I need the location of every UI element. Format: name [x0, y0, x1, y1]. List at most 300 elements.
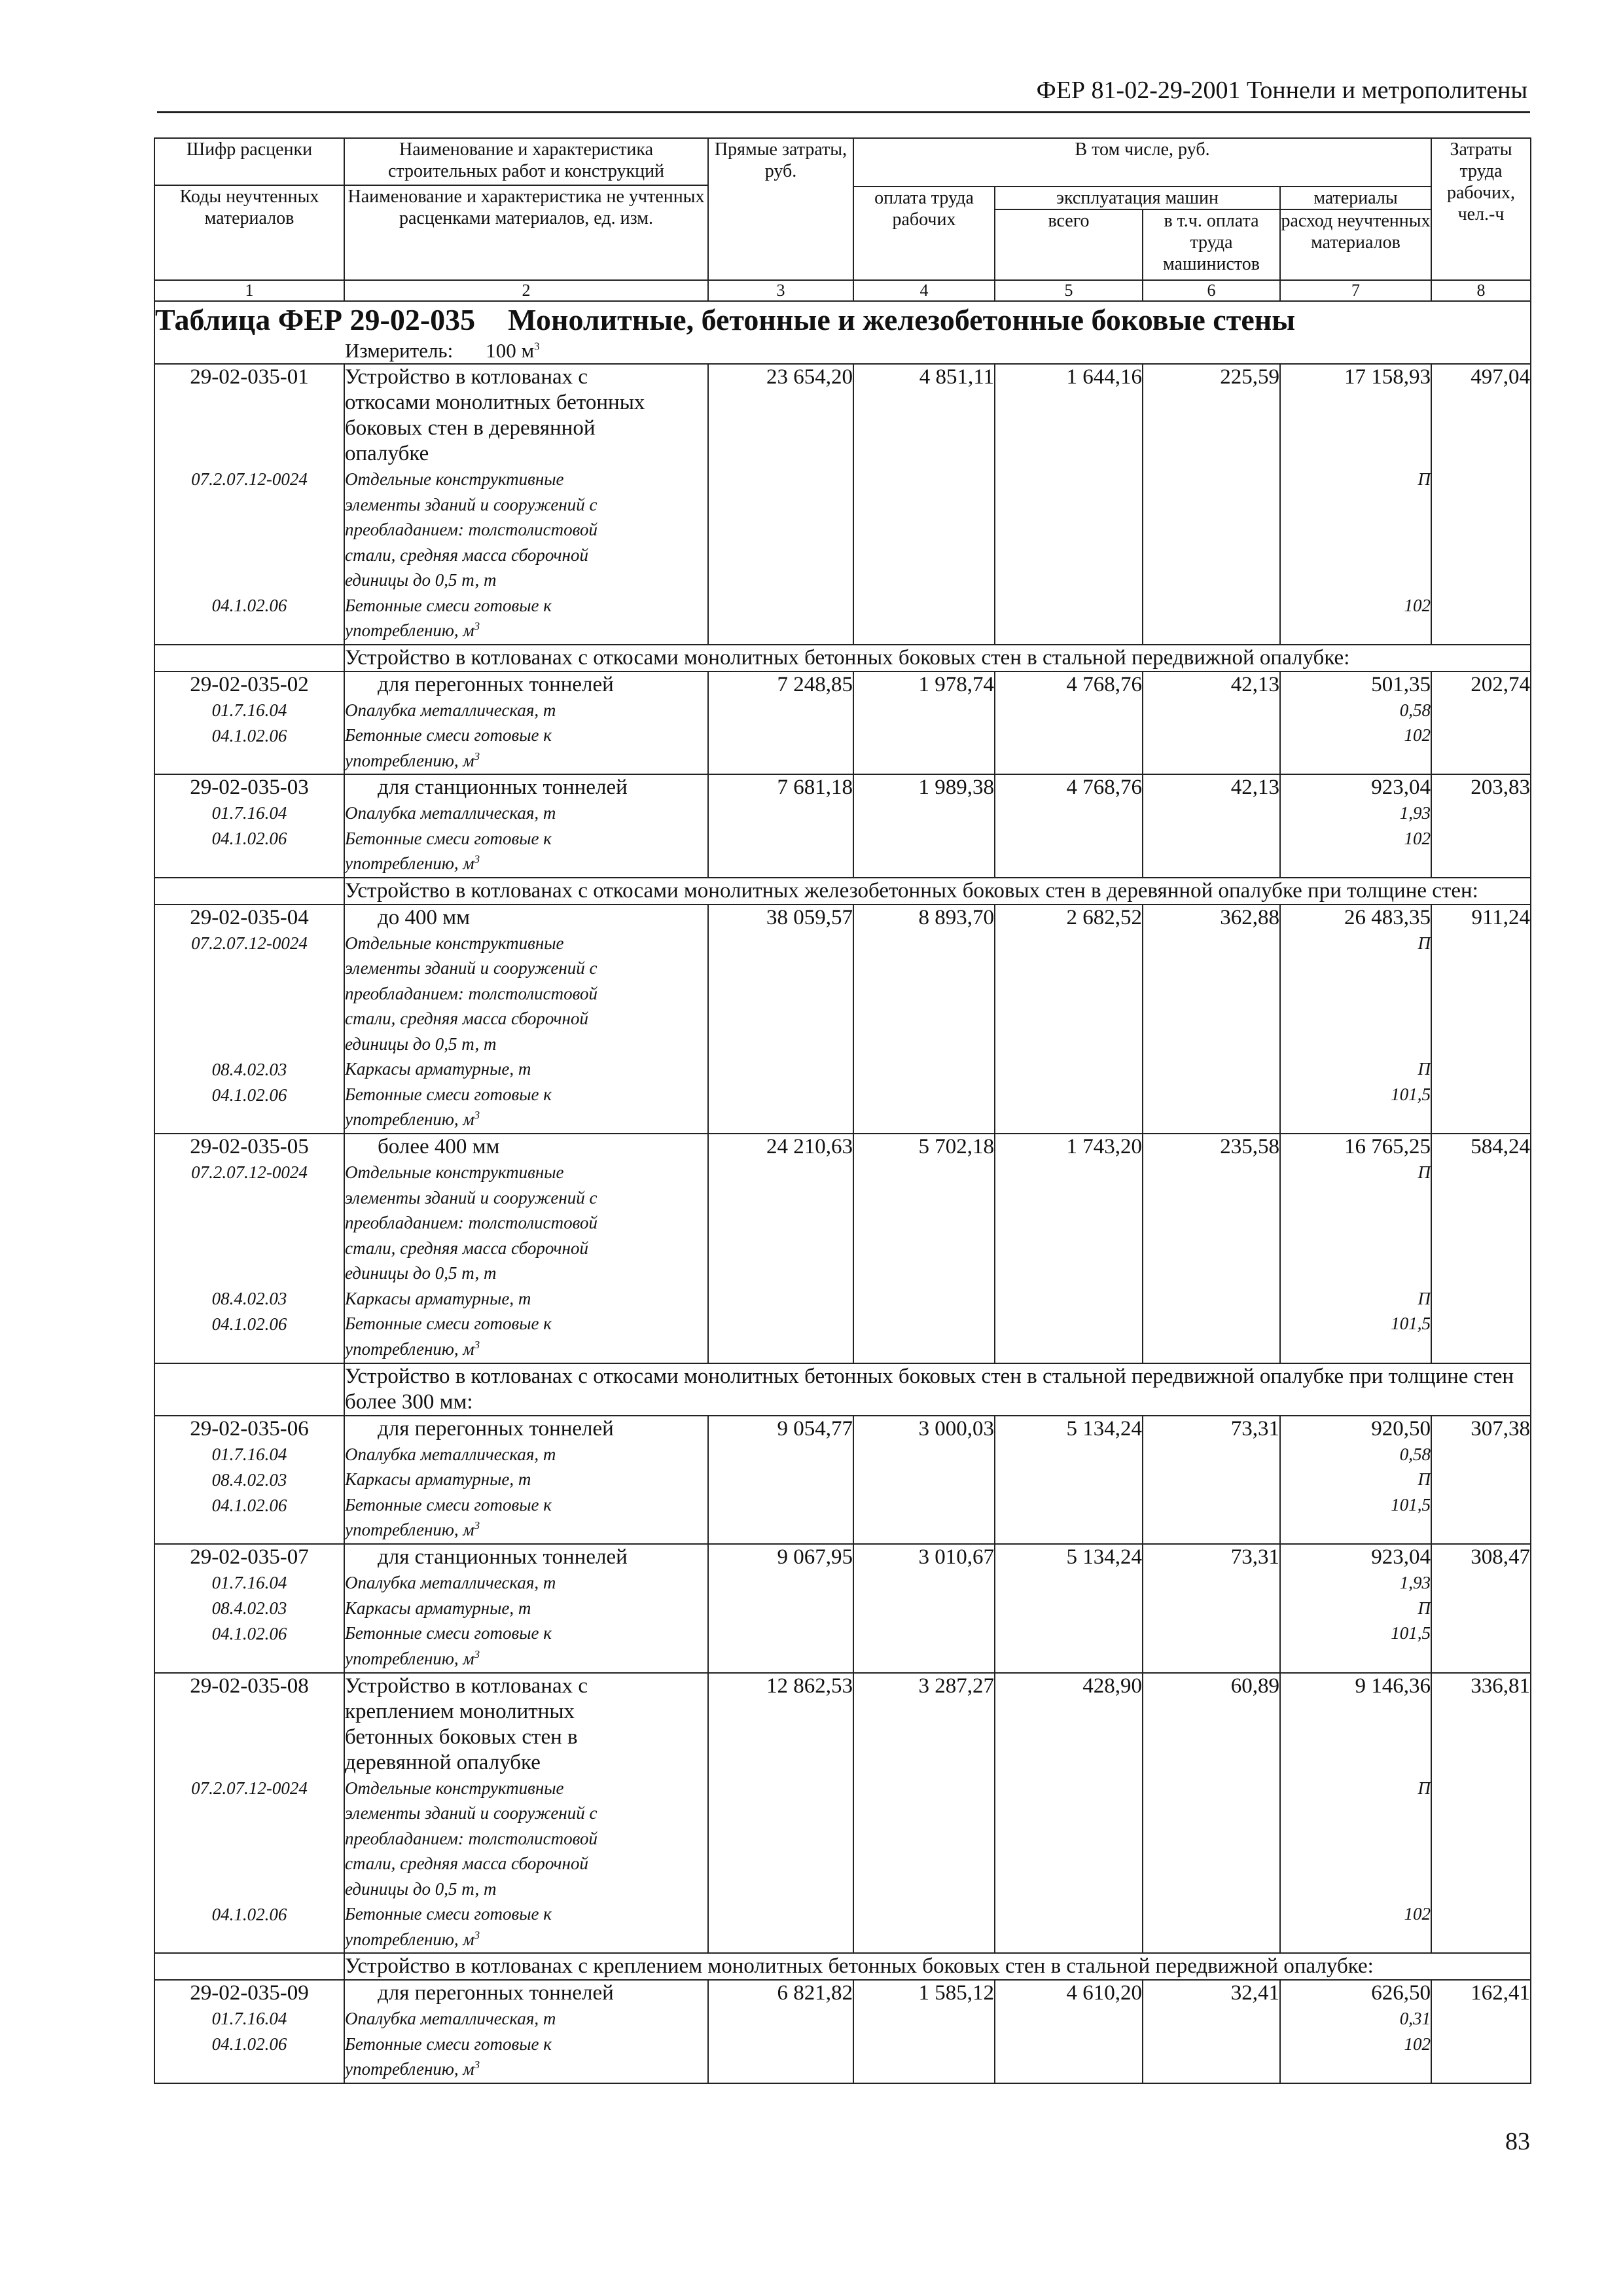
spacer [1281, 1725, 1431, 1750]
material-name-line [345, 1621, 707, 1646]
spacer [155, 441, 344, 467]
material-code: 08.4.02.03 [211, 1059, 287, 1079]
value: 235,58 [1220, 1135, 1279, 1158]
work-name-line: опалубке [345, 442, 429, 465]
value: 42,13 [1230, 672, 1279, 696]
col-materials-header: материалы [1280, 187, 1431, 209]
value: 4 768,76 [1066, 776, 1142, 799]
material-code: 01.7.16.04 [211, 2009, 287, 2028]
value: 911,24 [1471, 905, 1531, 929]
material-consumption: П [1418, 1598, 1431, 1618]
col-name-header: Наименование и характеристика строительных работ и конструкций [344, 138, 708, 185]
material-name-line [345, 1286, 707, 1312]
material-text: стали, средняя масса сборочной [345, 1238, 588, 1258]
spacer [155, 518, 344, 543]
value-cell-labor [853, 1673, 995, 1954]
material-consumption: 0,58 [1399, 700, 1431, 720]
material-name-line [345, 543, 707, 568]
value-cell-direct [708, 1416, 853, 1545]
material-text: Бетонные смеси готовые к [345, 725, 552, 745]
material-consumption: 101,5 [1391, 1623, 1431, 1643]
value-cell-labor [853, 774, 995, 878]
value: 5 702,18 [918, 1135, 994, 1158]
col-number: 7 [1280, 280, 1431, 301]
value-cell-mach [995, 905, 1143, 1134]
materials-cell [1280, 1134, 1431, 1363]
value: 12 862,53 [766, 1674, 853, 1698]
value-cell-hours [1431, 1980, 1531, 2083]
value: 225,59 [1220, 365, 1279, 389]
spacer [155, 1826, 344, 1852]
value-cell-hours [1431, 1416, 1531, 1545]
name-cell [344, 774, 708, 878]
spacer [155, 492, 344, 518]
material-name-line [345, 851, 707, 876]
work-name-line: Устройство в котлованах с [345, 1674, 588, 1698]
spacer [1281, 1336, 1431, 1362]
value: 32,41 [1230, 1981, 1279, 2005]
value: 9 067,95 [777, 1545, 853, 1569]
col-mach-total-header: всего [995, 209, 1143, 280]
rate-code: 29-02-035-04 [190, 905, 309, 929]
material-text: употреблению, м [345, 2059, 474, 2079]
spacer [1281, 748, 1431, 774]
material-name-line [345, 2006, 707, 2032]
materials-cell [1280, 1673, 1431, 1954]
materials-cell [1280, 672, 1431, 775]
work-name-line: для перегонных тоннелей [378, 672, 614, 696]
spacer [1281, 441, 1431, 467]
rates-table [154, 137, 1531, 2084]
spacer [1281, 1031, 1431, 1057]
col-number: 3 [708, 280, 853, 301]
value: 497,04 [1471, 365, 1531, 389]
table-row [154, 364, 1531, 645]
material-text: употреблению, м [345, 1338, 474, 1359]
value-cell-mach-labor [1143, 1980, 1280, 2083]
material-code: 07.2.07.12-0024 [191, 933, 308, 953]
material-text: Каркасы арматурные, т [345, 1288, 531, 1308]
material-text: употреблению, м [345, 1109, 474, 1129]
materials-cost: 923,04 [1371, 776, 1431, 799]
group-code-cell [154, 645, 344, 672]
column-numbers-row [154, 280, 1531, 301]
material-name-line [345, 618, 707, 643]
materials-cell [1280, 1980, 1431, 2083]
spacer [1281, 517, 1431, 543]
code-cell [154, 672, 344, 775]
material-name-line [345, 593, 707, 619]
value: 4 768,76 [1066, 672, 1142, 696]
material-name-line [345, 2032, 707, 2057]
value-cell-labor [853, 1134, 995, 1363]
table-subtitle: Монолитные, бетонные и железобетонные боковые стены [508, 303, 1296, 336]
material-name-line [345, 492, 707, 518]
col-number: 4 [853, 280, 995, 301]
material-name-line [345, 1311, 707, 1336]
material-text: Отдельные конструктивные [345, 1162, 564, 1182]
spacer [155, 1211, 344, 1236]
spacer [155, 1007, 344, 1032]
group-heading: Устройство в котлованах с откосами монолитных железобетонных боковых стен в деревянной опалубке при толщине стен: [344, 878, 1531, 905]
material-consumption: 101,5 [1391, 1494, 1431, 1515]
value-cell-mach [995, 774, 1143, 878]
value-cell-hours [1431, 1134, 1531, 1363]
material-consumption: 102 [1404, 828, 1431, 848]
value: 428,90 [1082, 1674, 1142, 1698]
spacer [155, 1236, 344, 1261]
material-name-line [345, 1596, 707, 1621]
table-row [154, 1673, 1531, 1954]
value: 60,89 [1230, 1674, 1279, 1698]
rate-code: 29-02-035-02 [190, 672, 309, 696]
rate-code: 29-02-035-05 [190, 1135, 309, 1158]
value: 9 054,77 [777, 1416, 853, 1441]
value: 308,47 [1471, 1545, 1531, 1569]
unit-sup: 3 [474, 749, 480, 762]
col-number: 5 [995, 280, 1143, 301]
materials-cost: 923,04 [1371, 1545, 1431, 1569]
value: 3 000,03 [918, 1416, 994, 1441]
material-name-line [345, 1336, 707, 1362]
value: 73,31 [1230, 1545, 1279, 1569]
unit-sup: 3 [474, 853, 480, 865]
material-consumption: П [1418, 469, 1431, 489]
spacer [1281, 1851, 1431, 1876]
measure-sup: 3 [534, 340, 540, 353]
material-consumption: П [1418, 1778, 1431, 1798]
spacer [155, 1852, 344, 1877]
code-cell [154, 1980, 344, 2083]
material-text: единицы до 0,5 т, т [345, 570, 497, 590]
rate-code: 29-02-035-01 [190, 365, 309, 389]
spacer [1281, 1107, 1431, 1132]
measure-unit [155, 338, 1530, 363]
spacer [1281, 981, 1431, 1007]
rate-code: 29-02-035-07 [190, 1545, 309, 1569]
material-code: 01.7.16.04 [211, 803, 287, 823]
table-row [154, 1134, 1531, 1363]
value: 8 893,70 [918, 905, 994, 929]
materials-cell [1280, 1416, 1431, 1545]
value-cell-hours [1431, 905, 1531, 1134]
material-name-line [345, 1876, 707, 1902]
material-text: Бетонные смеси готовые к [345, 1904, 552, 1924]
group-heading-row [154, 878, 1531, 905]
spacer [1281, 1750, 1431, 1776]
value-cell-mach-labor [1143, 1673, 1280, 1954]
rate-code: 29-02-035-06 [190, 1416, 309, 1441]
material-name-line [345, 1826, 707, 1852]
material-text: стали, средняя масса сборочной [345, 545, 588, 565]
material-name-line [345, 1927, 707, 1952]
group-code-cell [154, 1953, 344, 1980]
table-row [154, 774, 1531, 878]
material-consumption: 102 [1404, 1904, 1431, 1924]
material-text: элементы зданий и сооружений с [345, 494, 597, 514]
rate-code: 29-02-035-03 [190, 776, 309, 799]
spacer [1281, 1646, 1431, 1672]
spacer [155, 1928, 344, 1953]
work-name-line: креплением монолитных [345, 1699, 575, 1723]
value: 3 287,27 [918, 1674, 994, 1698]
value: 362,88 [1220, 905, 1279, 929]
unit-sup: 3 [474, 1109, 480, 1121]
spacer [155, 1801, 344, 1827]
value: 4 610,20 [1066, 1981, 1142, 2005]
material-text: употреблению, м [345, 750, 474, 770]
spacer [1281, 416, 1431, 441]
material-consumption: 0,31 [1399, 2009, 1431, 2028]
name-cell [344, 905, 708, 1134]
measure-label: Измеритель: [345, 339, 454, 362]
material-consumption: 1,93 [1399, 1573, 1431, 1592]
material-text: преобладанием: толстолистовой [345, 1828, 597, 1848]
spacer [155, 568, 344, 594]
material-code: 04.1.02.06 [211, 725, 287, 745]
material-code: 04.1.02.06 [211, 1904, 287, 1924]
spacer [155, 1647, 344, 1672]
materials-cost: 920,50 [1371, 1416, 1431, 1441]
code-cell [154, 905, 344, 1134]
materials-cost: 16 765,25 [1344, 1135, 1431, 1158]
value: 336,81 [1471, 1674, 1531, 1698]
material-consumption: 102 [1404, 595, 1431, 615]
material-code: 04.1.02.06 [211, 1314, 287, 1334]
value-cell-mach-labor [1143, 1544, 1280, 1673]
value: 162,41 [1471, 1981, 1531, 2005]
code-cell [154, 774, 344, 878]
material-code: 07.2.07.12-0024 [191, 1162, 308, 1182]
materials-cost: 9 146,36 [1355, 1674, 1431, 1698]
table-title [155, 302, 1530, 338]
materials-cell [1280, 1544, 1431, 1673]
material-consumption: 0,58 [1399, 1444, 1431, 1464]
value: 38 059,57 [766, 905, 853, 929]
value-cell-mach [995, 1980, 1143, 2083]
work-name-line: Устройство в котлованах с [345, 365, 588, 389]
spacer [155, 1261, 344, 1287]
spacer [1281, 1236, 1431, 1261]
group-heading-row [154, 1953, 1531, 1980]
value-cell-hours [1431, 364, 1531, 645]
name-cell [344, 1134, 708, 1363]
name-cell [344, 1980, 708, 2083]
value: 1 644,16 [1066, 365, 1142, 389]
material-code: 07.2.07.12-0024 [191, 469, 308, 489]
material-consumption: П [1418, 933, 1431, 953]
material-text: Бетонные смеси готовые к [345, 595, 552, 615]
material-name-line [345, 1467, 707, 1492]
col-number: 8 [1431, 280, 1531, 301]
spacer [1281, 492, 1431, 518]
name-cell [344, 672, 708, 775]
spacer [1281, 543, 1431, 568]
work-name-line: для станционных тоннелей [378, 1545, 628, 1569]
material-text: единицы до 0,5 т, т [345, 1033, 497, 1054]
material-text: единицы до 0,5 т, т [345, 1878, 497, 1899]
spacer [155, 1725, 344, 1750]
material-name-line [345, 1160, 707, 1185]
spacer [1281, 1261, 1431, 1286]
material-code: 04.1.02.06 [211, 1624, 287, 1643]
table-row [154, 1544, 1531, 1673]
material-name-line [345, 956, 707, 981]
group-heading-row [154, 645, 1531, 672]
material-text: употреблению, м [345, 1520, 474, 1539]
spacer [1281, 618, 1431, 643]
material-consumption: 1,93 [1399, 803, 1431, 823]
value: 42,13 [1230, 776, 1279, 799]
spacer [155, 1108, 344, 1134]
material-text: Бетонные смеси готовые к [345, 1084, 552, 1104]
value-cell-labor [853, 1544, 995, 1673]
material-text: Отдельные конструктивные [345, 469, 564, 489]
rate-code: 29-02-035-08 [190, 1674, 309, 1698]
material-name-line [345, 698, 707, 723]
col-number: 6 [1143, 280, 1280, 301]
work-name-line: для перегонных тоннелей [378, 1981, 614, 2005]
col-code-header: Шифр расценки [154, 138, 344, 185]
material-consumption: П [1418, 1288, 1431, 1308]
materials-cost: 26 483,35 [1344, 905, 1431, 929]
material-name-line [345, 931, 707, 956]
materials-cell [1280, 774, 1431, 878]
spacer [1281, 1927, 1431, 1952]
value-cell-labor [853, 905, 995, 1134]
col-machines-header: эксплуатация машин [995, 187, 1280, 209]
material-name-line [345, 1236, 707, 1261]
spacer [1281, 1876, 1431, 1902]
spacer [155, 619, 344, 644]
material-text: Бетонные смеси готовые к [345, 1314, 552, 1333]
material-text: преобладанием: толстолистовой [345, 983, 597, 1003]
col-number: 2 [344, 280, 708, 301]
table-number: Таблица ФЕР 29-02-035 [155, 303, 476, 336]
value-cell-labor [853, 364, 995, 645]
group-code-cell [154, 878, 344, 905]
value-cell-direct [708, 1134, 853, 1363]
code-cell [154, 364, 344, 645]
material-name-line [345, 800, 707, 826]
name-cell [344, 364, 708, 645]
value-cell-labor [853, 672, 995, 775]
unit-sup: 3 [474, 1519, 480, 1532]
value-cell-mach-labor [1143, 364, 1280, 645]
value-cell-labor [853, 1980, 995, 2083]
value-cell-mach [995, 1134, 1143, 1363]
material-consumption: П [1418, 1469, 1431, 1489]
group-heading: Устройство в котлованах с креплением монолитных бетонных боковых стен в стальной передвижной опалубке: [344, 1953, 1531, 1980]
material-code: 01.7.16.04 [211, 1573, 287, 1592]
value: 307,38 [1471, 1416, 1531, 1441]
material-code: 07.2.07.12-0024 [191, 1778, 308, 1798]
col-mach-labor-header: в т.ч. оплата труда машинистов [1143, 209, 1280, 280]
material-name-line [345, 748, 707, 774]
col-number: 1 [154, 280, 344, 301]
spacer [1281, 956, 1431, 981]
value-cell-mach-labor [1143, 1134, 1280, 1363]
material-code: 04.1.02.06 [211, 2034, 287, 2054]
spacer [1281, 1006, 1431, 1031]
work-name-line: более 400 мм [378, 1135, 500, 1158]
material-text: преобладанием: толстолистовой [345, 1213, 597, 1232]
material-name-line [345, 1185, 707, 1211]
value-cell-hours [1431, 774, 1531, 878]
name-cell [344, 1544, 708, 1673]
value-cell-mach-labor [1143, 905, 1280, 1134]
value-cell-mach-labor [1143, 1416, 1280, 1545]
material-name-line [345, 2056, 707, 2082]
spacer [155, 390, 344, 416]
value-cell-labor [853, 1416, 995, 1545]
value: 73,31 [1230, 1416, 1279, 1441]
value-cell-mach-labor [1143, 774, 1280, 878]
material-name-line [345, 467, 707, 492]
material-name-line [345, 1006, 707, 1031]
material-text: Опалубка металлическая, т [345, 700, 556, 720]
material-name-line [345, 1442, 707, 1467]
material-text: Отдельные конструктивные [345, 1778, 564, 1798]
work-name-line: до 400 мм [378, 905, 471, 929]
material-code: 01.7.16.04 [211, 700, 287, 720]
materials-cost: 17 158,93 [1344, 365, 1431, 389]
spacer [155, 1699, 344, 1725]
value: 1 989,38 [918, 776, 994, 799]
spacer [1281, 1517, 1431, 1543]
material-text: стали, средняя масса сборочной [345, 1009, 588, 1028]
materials-cost: 501,35 [1371, 672, 1431, 696]
spacer [155, 543, 344, 568]
spacer [155, 749, 344, 774]
material-code: 04.1.02.06 [211, 1495, 287, 1515]
value: 4 851,11 [919, 365, 994, 389]
table-row [154, 905, 1531, 1134]
work-name-line: для перегонных тоннелей [378, 1416, 614, 1441]
document-title: ФЕР 81-02-29-2001 Тоннели и метрополитены [1036, 77, 1527, 104]
value-cell-mach [995, 364, 1143, 645]
page-header [157, 71, 1530, 113]
material-name-line [345, 1031, 707, 1057]
page-number: 83 [1505, 2128, 1530, 2155]
material-code: 08.4.02.03 [211, 1469, 287, 1490]
material-name-line [345, 1901, 707, 1927]
material-code: 04.1.02.06 [211, 596, 287, 615]
value: 202,74 [1471, 672, 1531, 696]
value: 1 743,20 [1066, 1135, 1142, 1158]
value-cell-mach [995, 1416, 1143, 1545]
material-name-line [345, 1492, 707, 1518]
group-heading: Устройство в котлованах с откосами монолитных бетонных боковых стен в стальной передвижной опалубке при толщине стен более 300 мм: [344, 1363, 1531, 1416]
value: 203,83 [1471, 776, 1531, 799]
material-text: Каркасы арматурные, т [345, 1469, 531, 1489]
value-cell-mach [995, 672, 1143, 775]
value-cell-hours [1431, 1544, 1531, 1673]
value: 584,24 [1471, 1135, 1531, 1158]
group-heading: Устройство в котлованах с откосами монолитных бетонных боковых стен в стальной передвижной опалубке: [344, 645, 1531, 672]
spacer [155, 956, 344, 982]
name-cell [344, 1416, 708, 1545]
material-consumption: П [1418, 1059, 1431, 1079]
value: 5 134,24 [1066, 1545, 1142, 1569]
material-name-line [345, 567, 707, 593]
col-matcode-header: Коды неучтенных материалов [154, 185, 344, 280]
col-mat-consumption-header: расход неучтенных материалов [1280, 209, 1431, 280]
material-consumption: 102 [1404, 725, 1431, 745]
value-cell-mach-labor [1143, 672, 1280, 775]
value: 7 681,18 [777, 776, 853, 799]
material-consumption: 101,5 [1391, 1314, 1431, 1333]
